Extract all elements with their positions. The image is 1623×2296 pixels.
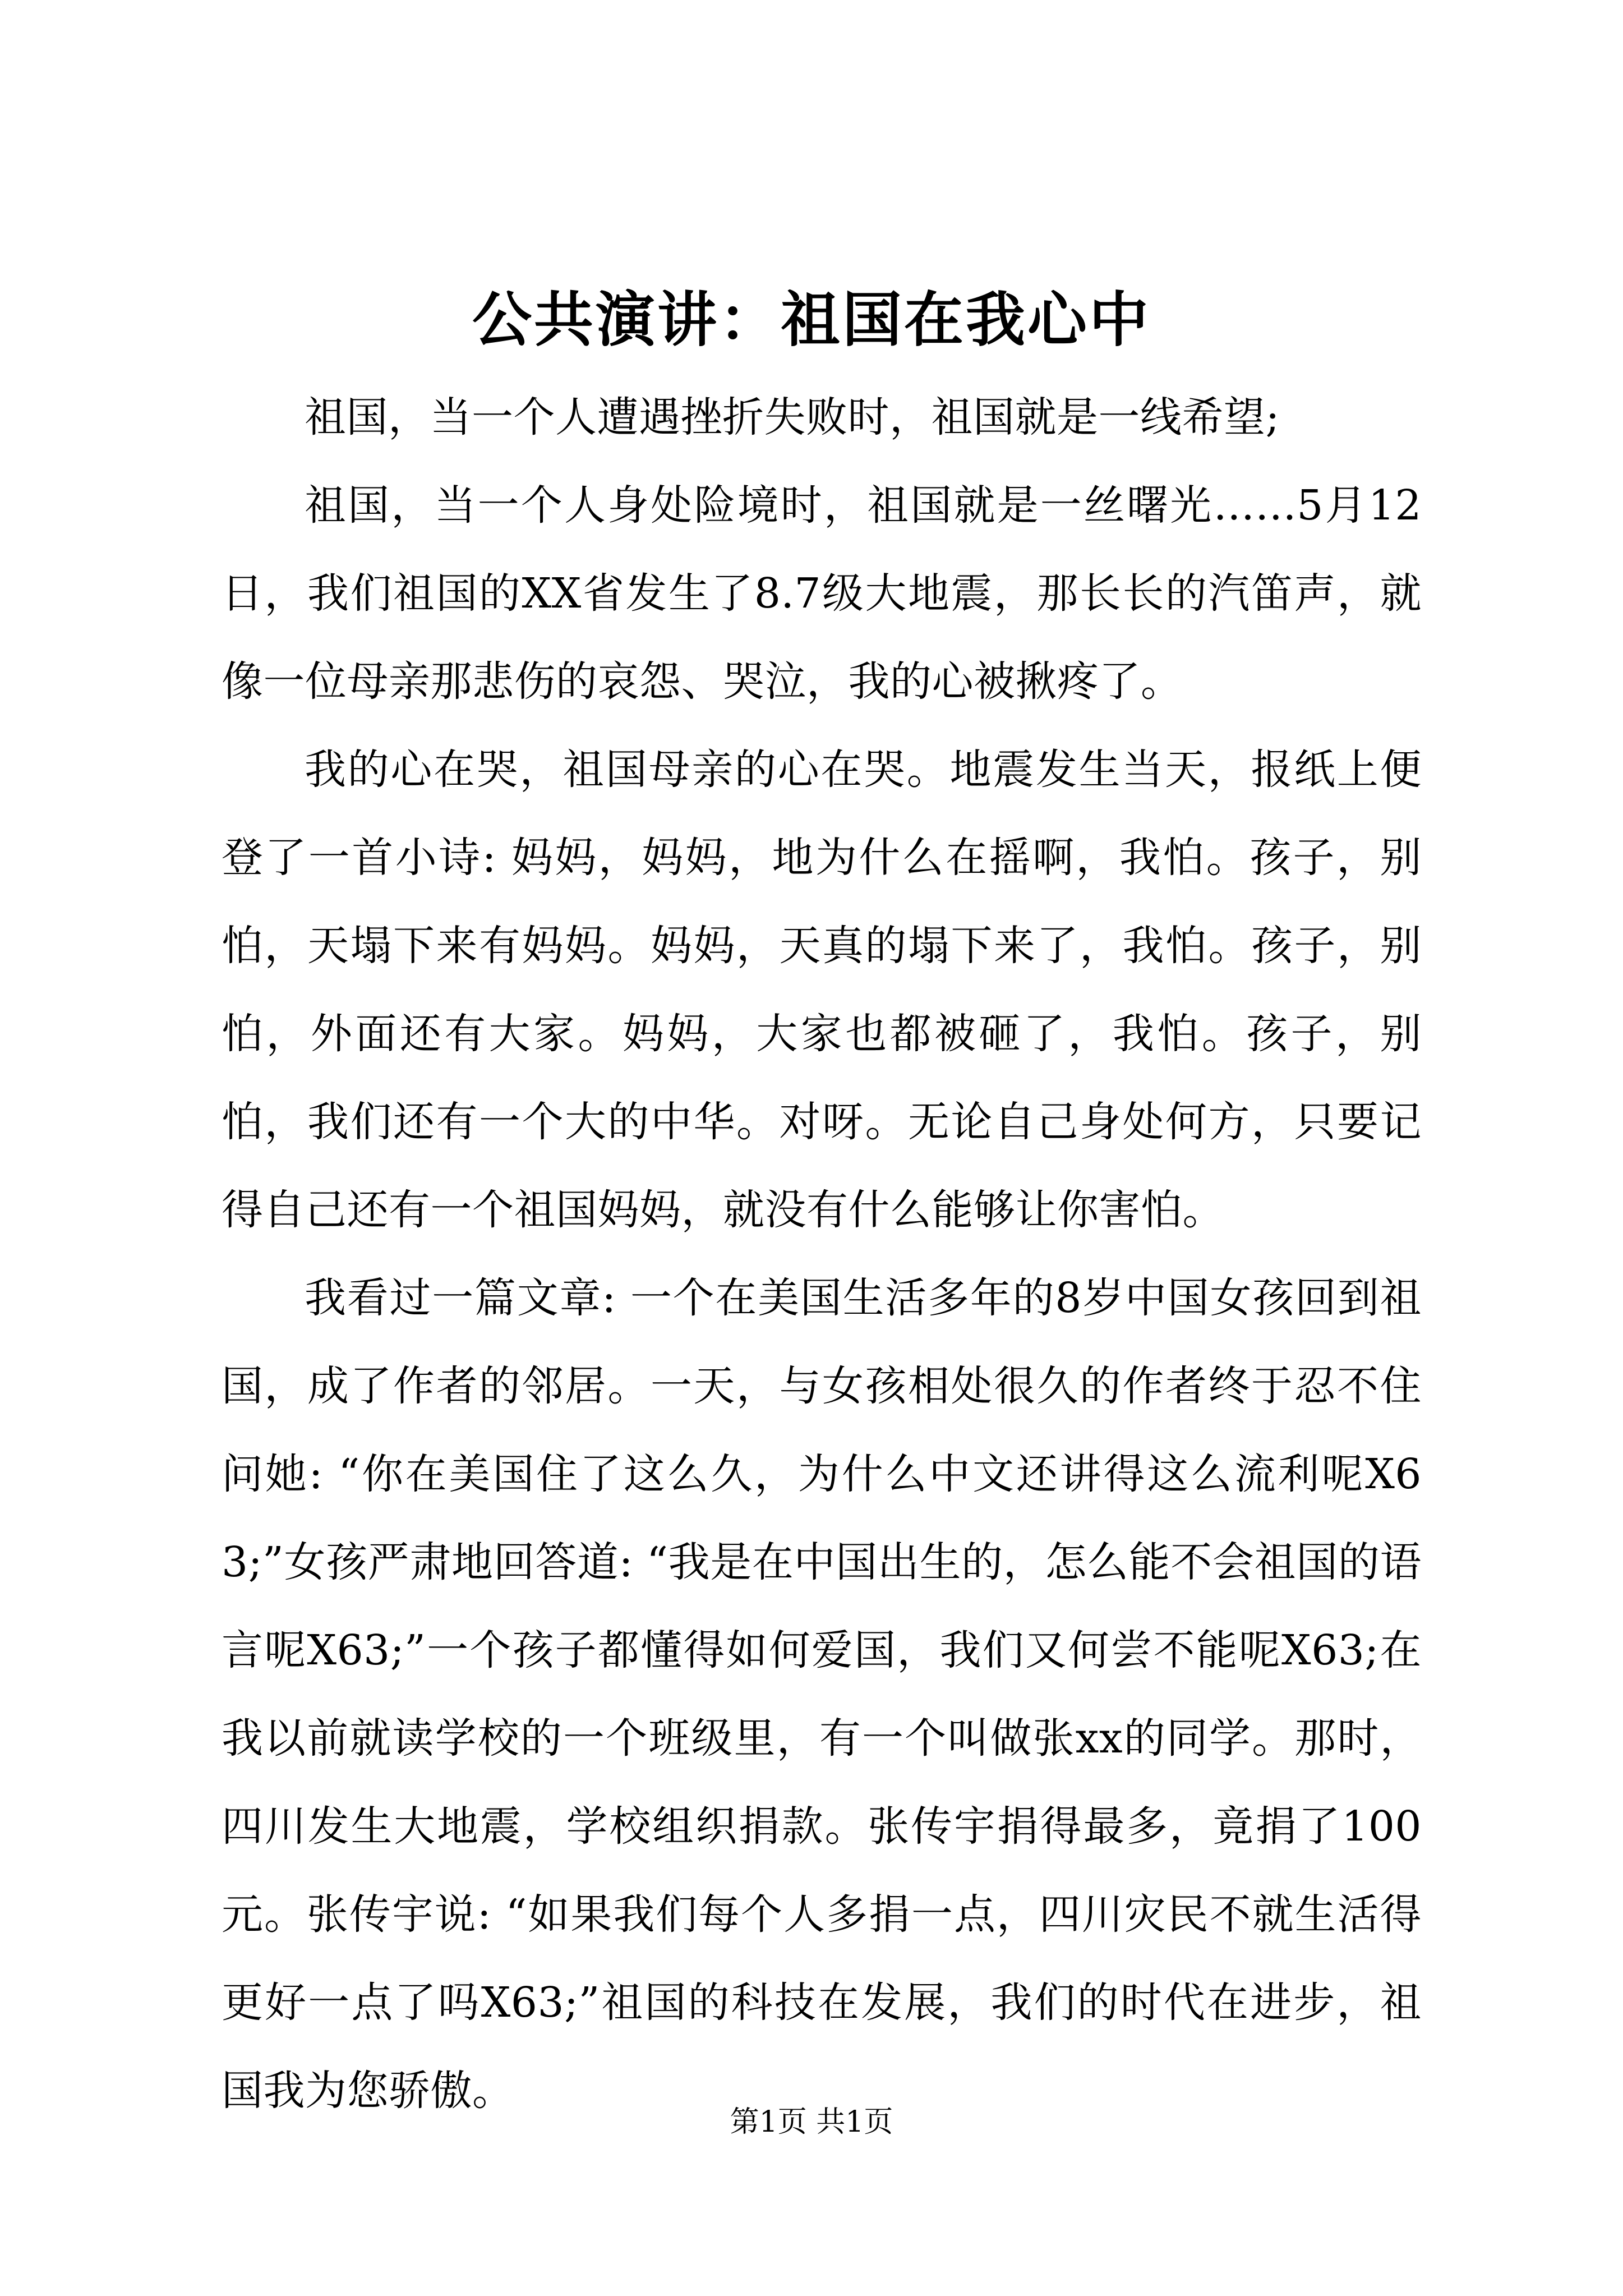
document-title: 公共演讲：祖国在我心中 xyxy=(472,284,1151,355)
paragraph-1: 祖国，当一个人遭遇挫折失败时，祖国就是一线希望; xyxy=(305,393,1280,441)
paragraph-2: 祖国，当一个人身处险境时，祖国就是一丝曙光……5月12日，我们祖国的XX省发生了8.7级大地震，那长长的汽笛声，就像一位母亲那悲伤的哀怨、哭泣，我的心被揪疼了。 xyxy=(222,481,1422,706)
paragraph-4: 我看过一篇文章: 一个在美国生活多年的8岁中国女孩回到祖国，成了作者的邻居。一天，与女孩相处很久的作者终于忍不住问她: “你在美国住了这么久，为什么中文还讲得这么流利呢X63;”女孩严肃地回答道: “我是在中国出生的，怎么能不会祖国的语言呢X63;”一个孩子都懂得如何爱国，我们又何尝不能呢X63;在我以前就读学校的一个班级里，有一个叫做张xx的同学。那时，四川发生大地震，学校组织捐款。张传宇捐得最多，竟捐了100元。张传宇说: “如果我们每个人多捐一点，四川灾民不就生活得更好一点了吗X63;”祖国的科技在发展，我们的时代在进步，祖国我为您骄傲。 xyxy=(222,1274,1422,2115)
paragraph-3: 我的心在哭，祖国母亲的心在哭。地震发生当天，报纸上便登了一首小诗: 妈妈，妈妈，地为什么在摇啊，我怕。孩子，别怕，天塌下来有妈妈。妈妈，天真的塌下来了，我怕。孩子，别怕，外面还有大家。妈妈，大家也都被砸了，我怕。孩子，别怕，我们还有一个大的中华。对呀。无论自己身处何方，只要记得自己还有一个祖国妈妈，就没有什么能够让你害怕。 xyxy=(222,746,1422,1234)
page-footer: 第1页 共1页 xyxy=(730,2105,893,2139)
document-body xyxy=(222,374,1422,2135)
